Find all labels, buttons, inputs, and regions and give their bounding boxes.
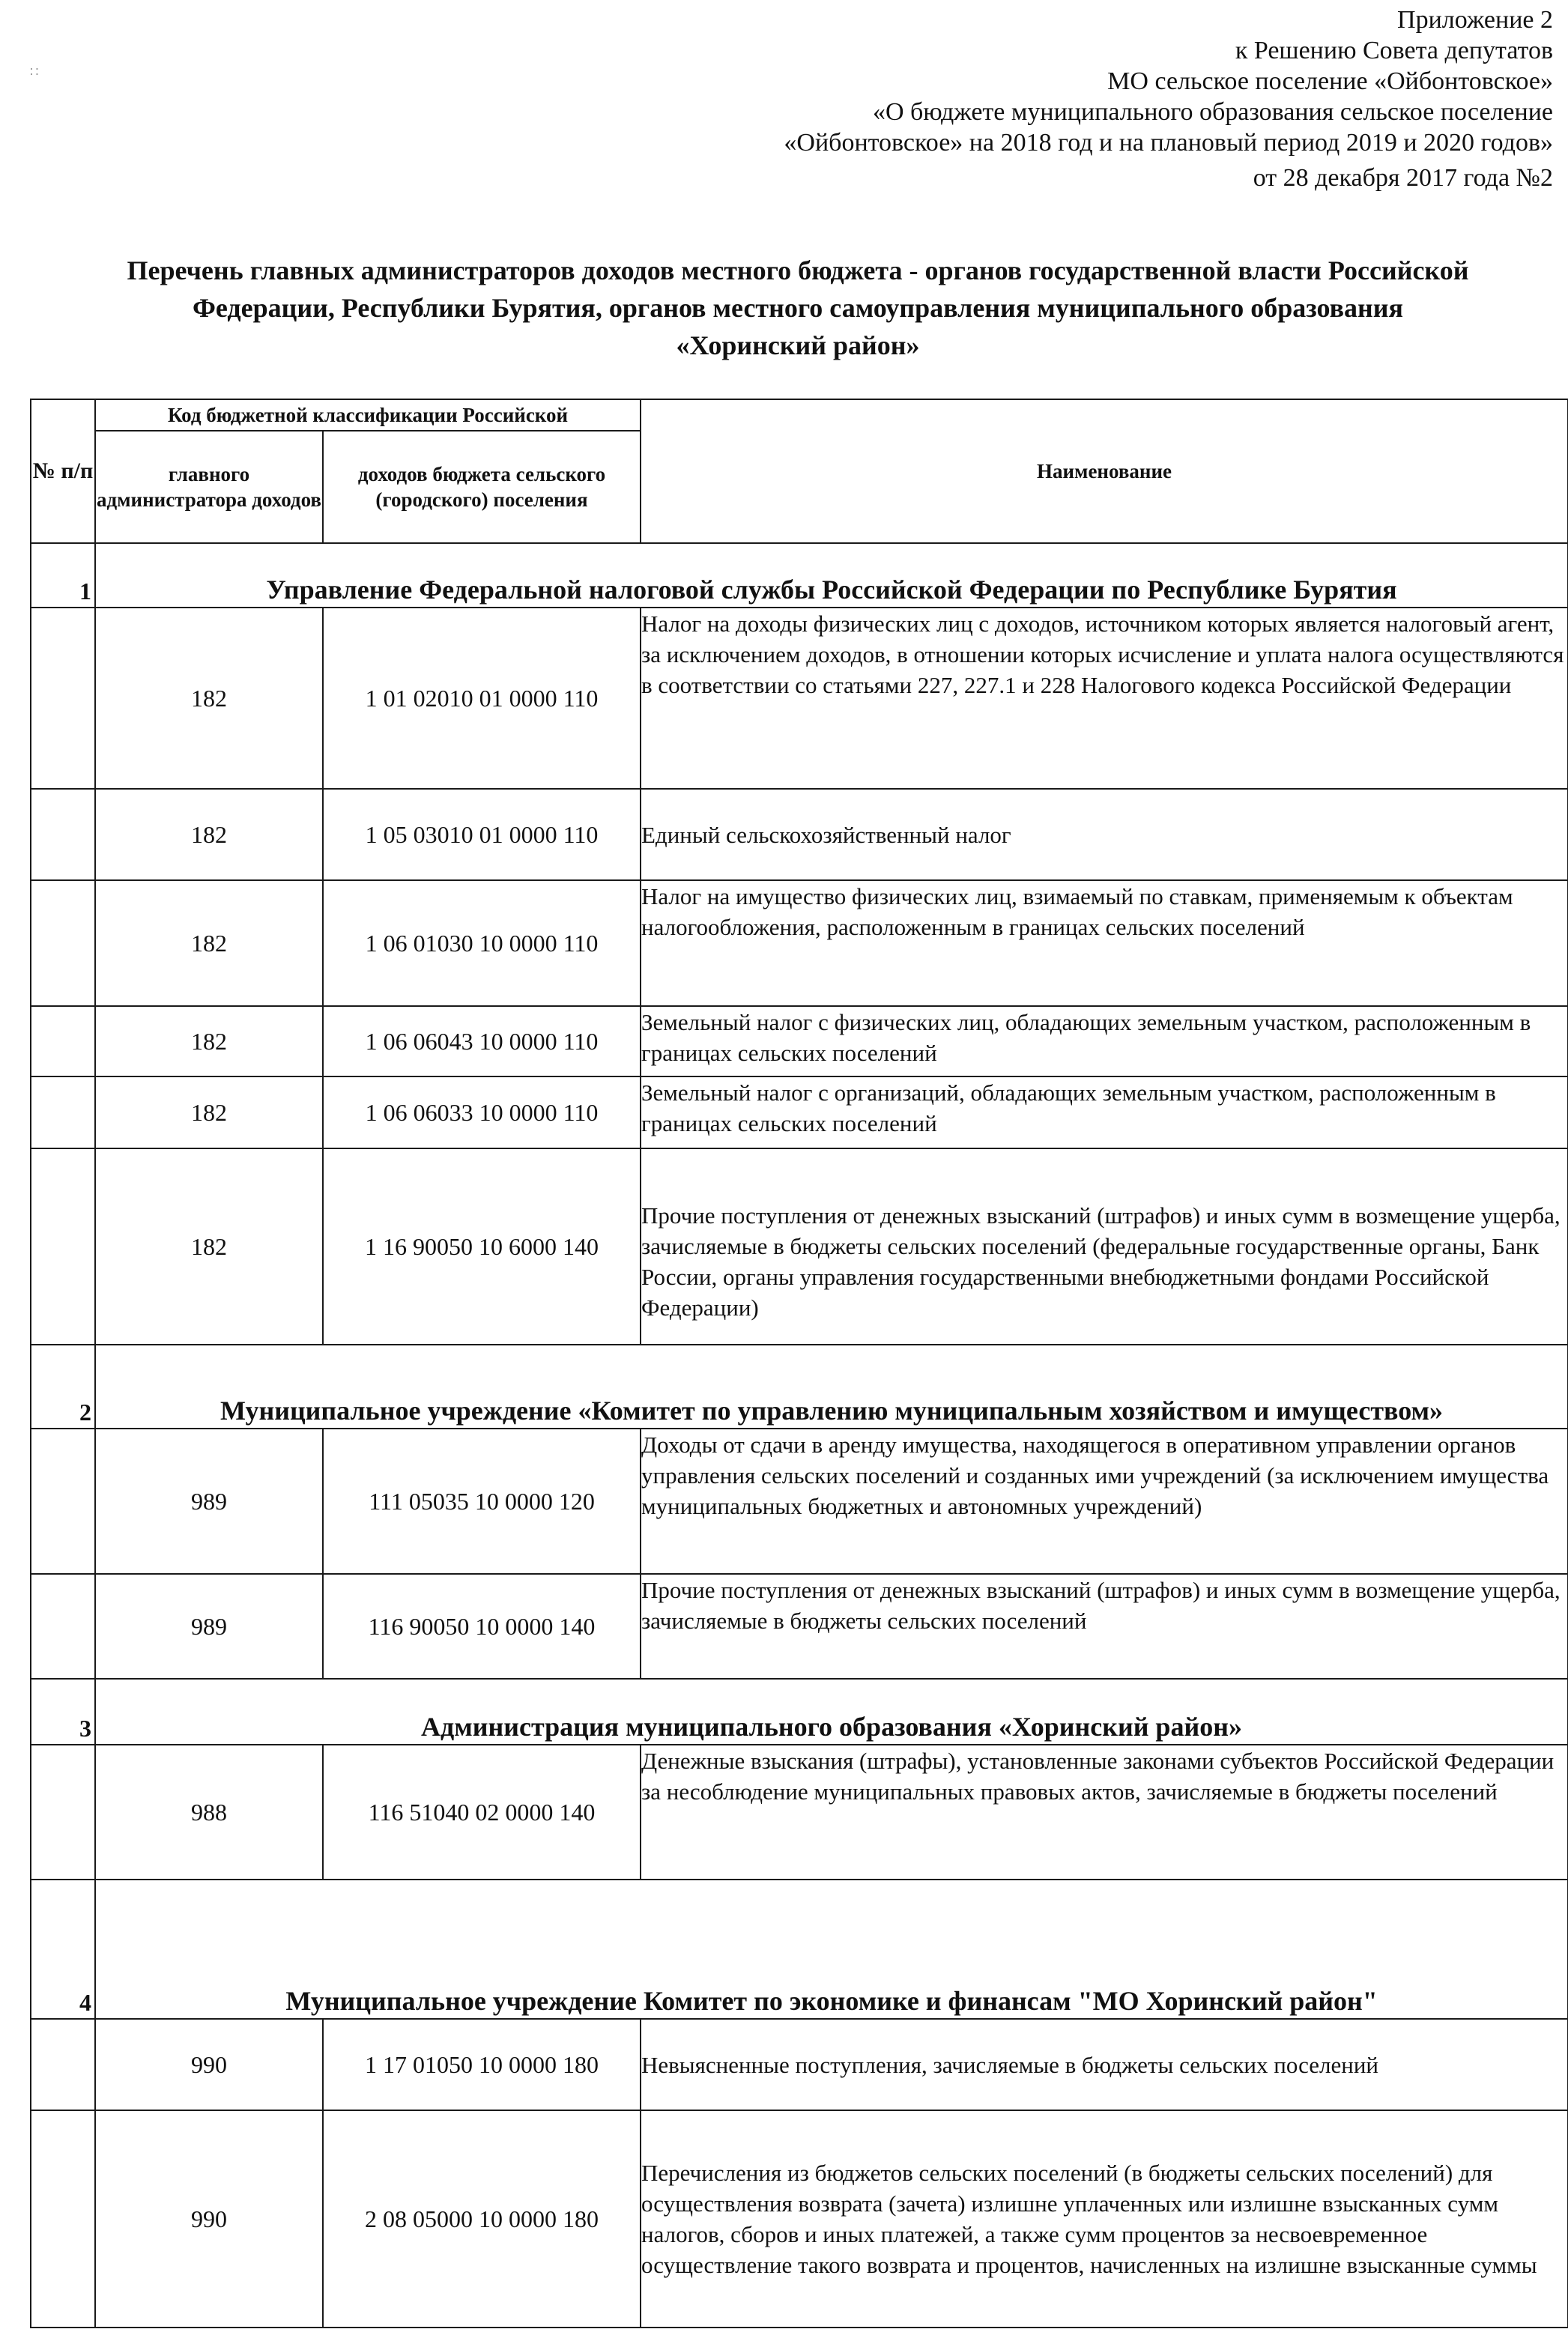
admin-code: 182: [95, 1148, 323, 1345]
table-row: [31, 2110, 1568, 2328]
section-title: Муниципальное учреждение «Комитет по управлению муниципальным хозяйством и имуществом»: [95, 1345, 1568, 1429]
administrators-table: [30, 399, 1568, 2328]
table-row: [31, 880, 1568, 1006]
table-row: [31, 608, 1568, 789]
income-code: 1 06 06043 10 0000 110: [323, 1006, 641, 1076]
income-name: Налог на доходы физических лиц с доходов, источником которых является налоговый агент, за исключением доходов, в отношении которых исчисление и уплата налога осуществляются в соответствии со статьями 227, 227.1 и 228 Налогового кодекса Российской Федерации: [641, 608, 1568, 789]
admin-code: 989: [95, 1574, 323, 1679]
table-row: [31, 2019, 1568, 2110]
admin-code: 988: [95, 1745, 323, 1880]
header-line: МО сельское поселение «Ойбонтовское»: [1107, 67, 1553, 95]
section-row: [31, 1345, 1568, 1429]
section-title: Администрация муниципального образования «Хоринский район»: [95, 1679, 1568, 1745]
section-row: [31, 543, 1568, 608]
title-line: Федерации, Республики Бурятия, органов местного самоуправления муниципального образования: [192, 293, 1404, 323]
table-row: [31, 1076, 1568, 1148]
table-row: [31, 1574, 1568, 1679]
admin-code: 182: [95, 1006, 323, 1076]
admin-code: 182: [95, 1076, 323, 1148]
header-line: Приложение 2: [1397, 6, 1553, 34]
header-line: «Ойбонтовское» на 2018 год и на плановый период 2019 и 2020 годов»: [784, 129, 1553, 157]
scan-speck: ∷: [30, 64, 39, 79]
income-name: Доходы от сдачи в аренду имущества, находящегося в оперативном управлении органов управления сельских поселений и созданных ими учреждений (за исключением имущества муниципальных бюджетных и автономных учреждений): [641, 1429, 1568, 1574]
header-line: «О бюджете муниципального образования сельское поселение: [872, 98, 1553, 126]
section-title: Муниципальное учреждение Комитет по экономике и финансам "МО Хоринский район": [95, 1880, 1568, 2019]
appendix-header: [784, 4, 1553, 193]
income-name: Перечисления из бюджетов сельских поселений (в бюджеты сельских поселений) для осуществления возврата (зачета) излишне уплаченных или излишне взысканных сумм налогов, сборов и иных платежей, а также сумм процентов за несвоевременное осуществление такого возврата и процентов, начисленных на излишне взысканные суммы: [641, 2110, 1568, 2328]
title-line: Перечень главных администраторов доходов местного бюджета - органов государственной власти Российской: [127, 255, 1469, 285]
admin-code: 990: [95, 2110, 323, 2328]
table-row: [31, 1745, 1568, 1880]
table-header-row: [31, 399, 1568, 431]
income-name: Земельный налог с физических лиц, обладающих земельным участком, расположенным в границах сельских поселений: [641, 1006, 1568, 1076]
income-code: 1 06 01030 10 0000 110: [323, 880, 641, 1006]
income-name: Невыясненные поступления, зачисляемые в бюджеты сельских поселений: [641, 2019, 1568, 2110]
income-code: 1 01 02010 01 0000 110: [323, 608, 641, 789]
column-header-name: Наименование: [641, 399, 1568, 543]
admin-code: 990: [95, 2019, 323, 2110]
column-header-admin: главного администратора доходов: [95, 431, 323, 543]
table-row: [31, 1148, 1568, 1345]
column-header-num: № п/п: [31, 399, 95, 543]
section-number: 1: [31, 543, 95, 608]
income-code: 1 05 03010 01 0000 110: [323, 789, 641, 880]
income-code: 1 16 90050 10 6000 140: [323, 1148, 641, 1345]
income-name: Налог на имущество физических лиц, взимаемый по ставкам, применяемым к объектам налогообложения, расположенным в границах сельских поселений: [641, 880, 1568, 1006]
income-name: Прочие поступления от денежных взысканий (штрафов) и иных сумм в возмещение ущерба, зачисляемые в бюджеты сельских поселений: [641, 1574, 1568, 1679]
income-code: 116 90050 10 0000 140: [323, 1574, 641, 1679]
admin-code: 989: [95, 1429, 323, 1574]
admin-code: 182: [95, 880, 323, 1006]
income-name: Земельный налог с организаций, обладающих земельным участком, расположенным в границах сельских поселений: [641, 1076, 1568, 1148]
income-name: Единый сельскохозяйственный налог: [641, 789, 1568, 880]
income-name: Денежные взыскания (штрафы), установленные законами субъектов Российской Федерации за несоблюдение муниципальных правовых актов, зачисляемые в бюджеты поселений: [641, 1745, 1568, 1880]
admin-code: 182: [95, 608, 323, 789]
document-title: [30, 252, 1566, 364]
title-line: «Хоринский район»: [676, 330, 920, 360]
income-code: 1 17 01050 10 0000 180: [323, 2019, 641, 2110]
income-code: 116 51040 02 0000 140: [323, 1745, 641, 1880]
section-title: Управление Федеральной налоговой службы Российской Федерации по Республике Бурятия: [95, 543, 1568, 608]
income-code: 111 05035 10 0000 120: [323, 1429, 641, 1574]
table-row: [31, 1006, 1568, 1076]
section-number: 4: [31, 1880, 95, 2019]
section-number: 2: [31, 1345, 95, 1429]
section-number: 3: [31, 1679, 95, 1745]
column-header-code: доходов бюджета сельского (городского) поселения: [323, 431, 641, 543]
column-header-group: Код бюджетной классификации Российской: [95, 399, 641, 431]
section-row: [31, 1880, 1568, 2019]
header-line: к Решению Совета депутатов: [1235, 37, 1553, 64]
table-row: [31, 789, 1568, 880]
admin-code: 182: [95, 789, 323, 880]
income-code: 1 06 06033 10 0000 110: [323, 1076, 641, 1148]
income-name: Прочие поступления от денежных взысканий (штрафов) и иных сумм в возмещение ущерба, зачисляемые в бюджеты сельских поселений (федеральные государственные органы, Банк России, органы управления государственными внебюджетными фондами Российской Федерации): [641, 1148, 1568, 1345]
header-line: от 28 декабря 2017 года №2: [1253, 164, 1553, 192]
section-row: [31, 1679, 1568, 1745]
table-row: [31, 1429, 1568, 1574]
income-code: 2 08 05000 10 0000 180: [323, 2110, 641, 2328]
